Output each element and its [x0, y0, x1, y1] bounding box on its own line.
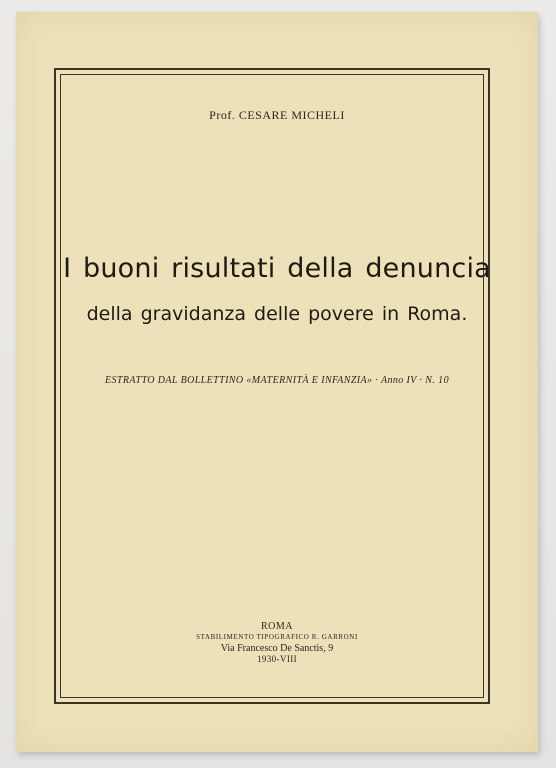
imprint-press: STABILIMENTO TIPOGRAFICO R. GARRONI: [196, 633, 358, 641]
imprint-year: 1930-VIII: [256, 654, 298, 664]
author-name: Prof. CESARE MICHELI: [209, 108, 345, 122]
pamphlet-cover: [16, 12, 538, 752]
imprint-address: Via Francesco De Sanctis, 9: [220, 643, 334, 654]
publisher-imprint: [16, 621, 538, 665]
decorative-border: [54, 68, 490, 704]
imprint-city: ROMA: [260, 621, 293, 632]
inner-border-line: [60, 74, 484, 698]
title-line-1: I buoni risultati della denuncia: [63, 253, 491, 284]
title-line-2: della gravidanza delle povere in Roma.: [86, 303, 468, 325]
extract-note: ESTRATTO DAL BOLLETTINO «MATERNITÀ E INFANZIA» · Anno IV · N. 10: [105, 375, 449, 386]
